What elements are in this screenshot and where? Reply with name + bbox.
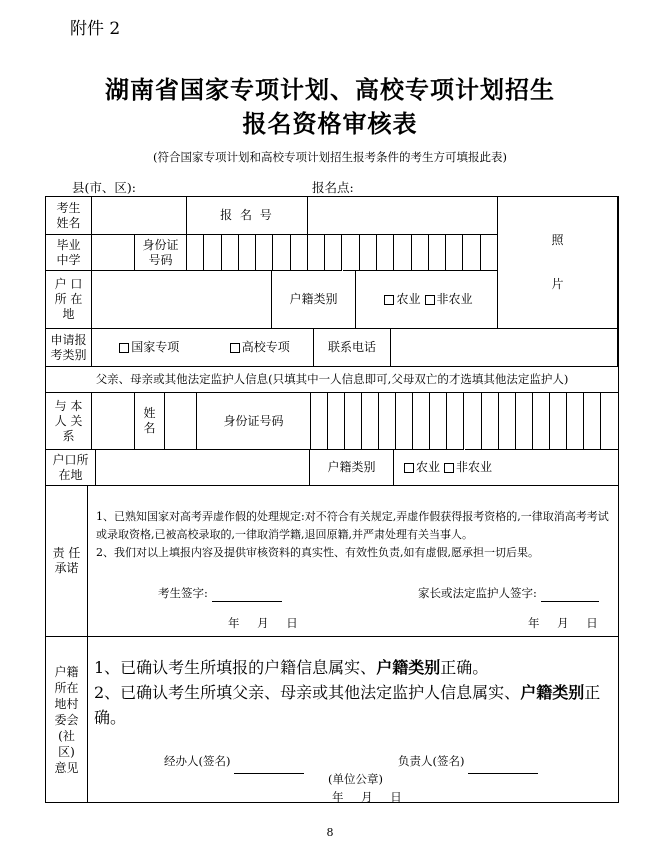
grad-school-label: 毕业 中学 — [46, 235, 92, 271]
contact-field[interactable] — [391, 329, 618, 367]
parent-sign-row — [418, 584, 599, 602]
attachment-label: 附件 2 — [70, 19, 121, 39]
application-form — [45, 196, 619, 803]
guardian-hukou-type-label: 户籍类别 — [310, 450, 394, 486]
guardian-id-label: 身份证号码 — [197, 393, 311, 450]
guardian-id-digit-box[interactable] — [379, 393, 396, 450]
apply-type-options — [92, 329, 314, 367]
guardian-agri-checkbox[interactable] — [404, 463, 414, 473]
promise-box — [88, 486, 618, 637]
confirm-1 — [94, 655, 612, 680]
hukou-addr-field[interactable] — [92, 271, 272, 329]
guardian-id-digit-box[interactable] — [550, 393, 567, 450]
guardian-id-digit-box[interactable] — [447, 393, 464, 450]
handler-sign-line[interactable] — [234, 761, 304, 774]
student-id-digit-box[interactable] — [291, 235, 308, 271]
title-line-2: 报名资格审核表 — [242, 109, 418, 138]
guardian-id-digit-box[interactable] — [413, 393, 430, 450]
student-sign-row — [158, 584, 282, 602]
guardian-name-label: 姓 名 — [135, 393, 165, 450]
village-label: 户籍 所在 地村 委会 (社 区) 意见 — [46, 637, 88, 802]
non-agri-label: 非农业 — [436, 292, 473, 306]
student-sign-label: 考生签字: — [158, 586, 208, 600]
guardian-id-digit-box[interactable] — [430, 393, 447, 450]
guardian-id-digit-box[interactable] — [465, 393, 482, 450]
confirm-2-end: 正确。 — [94, 683, 601, 727]
guardian-hukou-type-options — [394, 450, 618, 486]
national-checkbox[interactable] — [119, 343, 129, 353]
photo-label-1: 照 — [551, 233, 564, 248]
guardian-id-digit-box[interactable] — [362, 393, 379, 450]
title-line-1: 湖南省国家专项计划、高校专项计划招生 — [105, 75, 555, 104]
confirm-1-end: 正确。 — [440, 658, 489, 677]
student-id-digit-box[interactable] — [394, 235, 411, 271]
village-date: 年 月 日 — [332, 790, 402, 802]
village-box — [88, 637, 618, 802]
student-id-digit-box[interactable] — [343, 235, 360, 271]
guardian-id-digit-box[interactable] — [567, 393, 584, 450]
student-id-digit-box[interactable] — [463, 235, 480, 271]
guardian-id-digit-box[interactable] — [482, 393, 499, 450]
agri-checkbox[interactable] — [384, 295, 394, 305]
confirm-2-bold: 户籍类别 — [520, 683, 585, 702]
leader-row — [398, 749, 538, 774]
guardian-id-digit-box[interactable] — [533, 393, 550, 450]
guardian-id-digit-box[interactable] — [328, 393, 345, 450]
guardian-non-agri-checkbox[interactable] — [444, 463, 454, 473]
parent-sign-line[interactable] — [541, 589, 599, 602]
subtitle: (符合国家专项计划和高校专项计划招生报考条件的考生方可填报此表) — [153, 150, 507, 164]
student-id-digit-box[interactable] — [273, 235, 290, 271]
confirm-2-text: 2、已确认考生所填父亲、母亲或其他法定监护人信息属实、 — [94, 683, 521, 702]
promise-2: 2、我们对以上填报内容及提供审核资料的真实性、有效性负责,如有虚假,愿承担一切后果。 — [96, 546, 539, 559]
leader-label: 负责人(签名) — [398, 754, 465, 768]
guardian-id-digit-box[interactable] — [499, 393, 516, 450]
photo-box[interactable] — [498, 197, 618, 329]
student-id-digit-box[interactable] — [204, 235, 221, 271]
reg-no-label: 报 名 号 — [187, 197, 308, 235]
relation-label: 与 本 人 关 系 — [46, 393, 92, 450]
id-no-label: 身份证 号码 — [135, 235, 187, 271]
parent-date: 年 月 日 — [528, 616, 598, 630]
guardian-id-digit-box[interactable] — [516, 393, 533, 450]
student-id-digit-box[interactable] — [256, 235, 273, 271]
college-label: 高校专项 — [241, 340, 290, 354]
confirm-1-bold: 户籍类别 — [376, 658, 441, 677]
handler-row — [164, 749, 304, 774]
reg-no-field[interactable] — [308, 197, 498, 235]
hukou-type-options — [356, 271, 498, 329]
site-label: 报名点: — [312, 180, 354, 195]
grad-school-field[interactable] — [92, 235, 135, 271]
non-agri-checkbox[interactable] — [425, 295, 435, 305]
guardian-id-digit-box[interactable] — [584, 393, 601, 450]
student-id-digit-box[interactable] — [187, 235, 204, 271]
student-id-digit-box[interactable] — [429, 235, 446, 271]
guardian-id-digit-box[interactable] — [311, 393, 328, 450]
guardian-non-agri-label: 非农业 — [456, 460, 493, 474]
agri-label: 农业 — [396, 292, 421, 306]
relation-field[interactable] — [92, 393, 135, 450]
student-id-digit-box[interactable] — [446, 235, 463, 271]
student-id-digit-box[interactable] — [308, 235, 325, 271]
student-id-digit-box[interactable] — [481, 235, 498, 271]
guardian-hukou-addr-field[interactable] — [96, 450, 310, 486]
student-id-digit-box[interactable] — [377, 235, 394, 271]
seal-label: (单位公章) — [328, 772, 383, 786]
parent-sign-label: 家长或法定监护人签字: — [418, 586, 537, 600]
leader-sign-line[interactable] — [468, 761, 538, 774]
apply-type-label: 申请报 考类别 — [46, 329, 92, 367]
guardian-header: 父亲、母亲或其他法定监护人信息(只填其中一人信息即可,父母双亡的才选填其他法定监护人) — [46, 367, 618, 393]
college-checkbox[interactable] — [230, 343, 240, 353]
guardian-id-digit-box[interactable] — [345, 393, 362, 450]
national-label: 国家专项 — [131, 340, 180, 354]
confirm-2 — [94, 680, 612, 730]
promise-label: 责 任 承诺 — [46, 486, 88, 637]
contact-label: 联系电话 — [314, 329, 391, 367]
page-number: 8 — [326, 826, 334, 839]
guardian-id-digit-box[interactable] — [601, 393, 618, 450]
student-id-digit-box[interactable] — [360, 235, 377, 271]
student-id-digit-box[interactable] — [239, 235, 256, 271]
handler-label: 经办人(签名) — [164, 754, 231, 768]
hukou-type-label: 户籍类别 — [272, 271, 356, 329]
hukou-addr-label: 户 口 所 在 地 — [46, 271, 92, 329]
county-label: 县(市、区): — [72, 180, 136, 195]
photo-label-2: 片 — [551, 276, 564, 291]
guardian-name-field[interactable] — [165, 393, 197, 450]
guardian-id-digit-box[interactable] — [396, 393, 413, 450]
student-id-digit-box[interactable] — [222, 235, 239, 271]
confirm-1-text: 1、已确认考生所填报的户籍信息属实、 — [94, 658, 377, 677]
student-id-digit-box[interactable] — [412, 235, 429, 271]
student-id-digit-box[interactable] — [325, 235, 342, 271]
student-name-field[interactable] — [92, 197, 187, 235]
promise-1: 1、已熟知国家对高考弄虚作假的处理规定:对不符合有关规定,弄虚作假获得报考资格的,一律取消高考考试或录取资格,已被高校录取的,一律取消学籍,退回原籍,并严肃处理有关当事人。 — [96, 510, 609, 541]
student-sign-line[interactable] — [212, 589, 282, 602]
student-date: 年 月 日 — [228, 616, 298, 630]
guardian-agri-label: 农业 — [416, 460, 441, 474]
guardian-hukou-addr-label: 户口所 在地 — [46, 450, 96, 486]
student-name-label: 考生 姓名 — [46, 197, 92, 235]
